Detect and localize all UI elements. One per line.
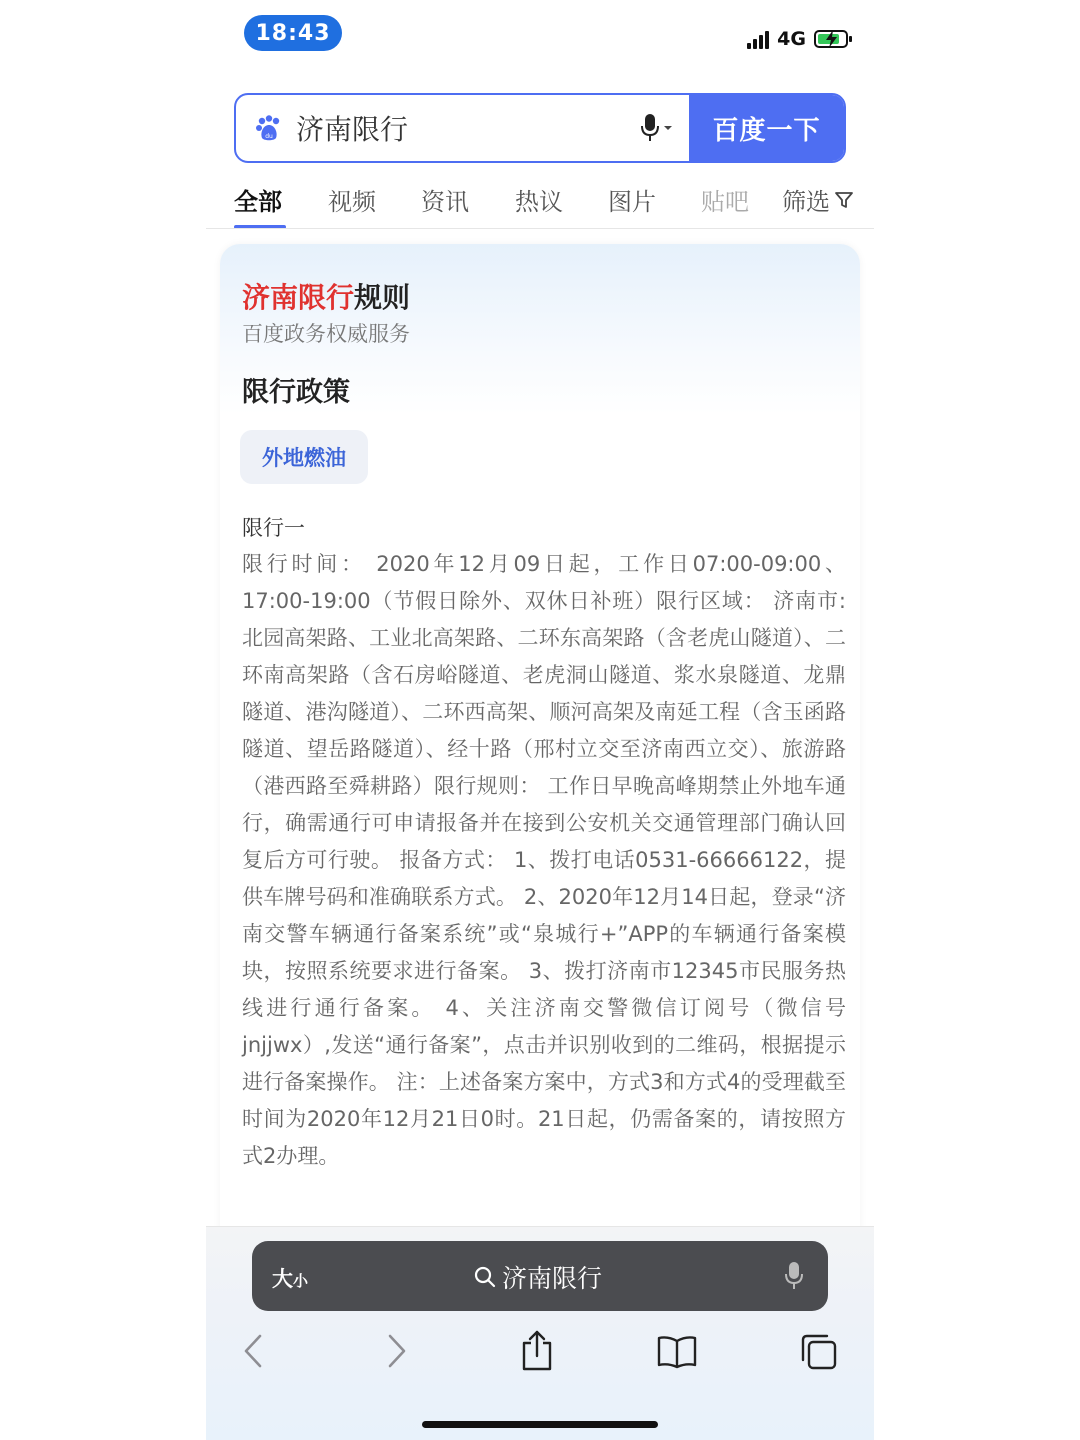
address-bar[interactable] bbox=[252, 1241, 828, 1311]
filter-button[interactable] bbox=[782, 182, 854, 217]
tabs-icon[interactable] bbox=[800, 1333, 838, 1371]
tab-images[interactable]: 图片 bbox=[608, 188, 656, 216]
forward-icon[interactable] bbox=[386, 1333, 408, 1369]
card-title[interactable] bbox=[242, 276, 410, 316]
chevron-down-icon bbox=[663, 124, 673, 132]
share-icon[interactable] bbox=[520, 1329, 554, 1371]
tab-discussion[interactable]: 热议 bbox=[515, 188, 563, 216]
address-mic-icon[interactable] bbox=[784, 1261, 804, 1291]
home-indicator[interactable] bbox=[422, 1421, 658, 1428]
address-text-wrap bbox=[474, 1259, 602, 1295]
rule-body-text: 限行时间： 2020年12月09日起，工作日07:00-09:00、17:00-19:00（节假日除外、双休日补班）限行区域： 济南市: 北园高架路、工业北高架路、二环东高架路（含老虎山隧道）、二环南高架路（含石房峪隧道、老虎洞山隧道、浆水泉隧道、龙鼎隧道、港沟隧道）、二环西高架、顺河高架及南延工程（含玉函路隧道、望岳路隧道）、经十路（邢村立交至济南西立交）、旅游路（港西路至舜耕路）限行规则： 工作日早晚高峰期禁止外地车通行，确需通行可申请报备并在接到公安机关交通管理部门确认回复后方可行驶。 报备方式： 1、拨打电话0531-66666122，提供车牌号码和准确联系方式。 2、2020年12月14日起，登录“济南交警车辆通行备案系统”或“泉城行+”APP的车辆通行备案模块，按照系统要求进行备案。 3、拨打济南市12345市民服务热线进行通行备案。 4、关注济南交警微信订阅号（微信号jnjjwx）,发送“通行备案”，点击并识别收到的二维码，根据提示进行备案操作。 注：上述备案方案中，方式3和方式4的受理截至时间为2020年12月21日0时。21日起，仍需备案的，请按照方式2办理。 bbox=[242, 552, 846, 1168]
browser-toolbar bbox=[206, 1226, 874, 1440]
text-size-button[interactable] bbox=[272, 1263, 308, 1293]
result-card bbox=[220, 244, 860, 1344]
voice-search-button[interactable] bbox=[641, 113, 673, 143]
category-chip[interactable]: 外地燃油 bbox=[240, 430, 368, 484]
search-icon bbox=[474, 1266, 496, 1288]
text-size-big: 大 bbox=[272, 1267, 293, 1291]
battery-charging-icon bbox=[814, 30, 848, 48]
tab-video[interactable]: 视频 bbox=[328, 188, 376, 216]
back-icon[interactable] bbox=[242, 1333, 264, 1369]
section-title: 限行政策 bbox=[242, 377, 350, 408]
text-size-small: 小 bbox=[293, 1272, 309, 1290]
filter-label: 筛选 bbox=[782, 188, 830, 216]
rule-heading: 限行一 bbox=[242, 516, 305, 540]
card-title-highlight: 济南限行 bbox=[242, 281, 355, 314]
tab-all[interactable]: 全部 bbox=[234, 188, 282, 216]
card-title-rest: 规则 bbox=[354, 281, 411, 314]
search-box bbox=[234, 93, 846, 163]
search-query: 济南限行 bbox=[296, 113, 409, 146]
baidu-paw-icon bbox=[254, 113, 284, 143]
status-icons bbox=[747, 26, 848, 52]
bookmarks-icon[interactable] bbox=[656, 1335, 698, 1369]
tabs-divider bbox=[206, 228, 874, 229]
network-type: 4G bbox=[777, 28, 806, 50]
filter-icon bbox=[834, 190, 854, 210]
card-subtitle: 百度政务权威服务 bbox=[242, 322, 410, 346]
svg-text:du: du bbox=[265, 133, 273, 140]
address-text: 济南限行 bbox=[502, 1264, 603, 1293]
signal-icon bbox=[747, 29, 769, 49]
phone-screen bbox=[206, 0, 874, 1440]
status-time: 18:43 bbox=[244, 15, 342, 51]
search-button[interactable]: 百度一下 bbox=[689, 95, 844, 161]
search-input[interactable] bbox=[236, 95, 689, 161]
search-tabs bbox=[234, 178, 854, 228]
microphone-icon bbox=[641, 113, 659, 143]
tab-tieba[interactable]: 贴吧 bbox=[701, 188, 749, 216]
tab-news[interactable]: 资讯 bbox=[421, 188, 469, 216]
